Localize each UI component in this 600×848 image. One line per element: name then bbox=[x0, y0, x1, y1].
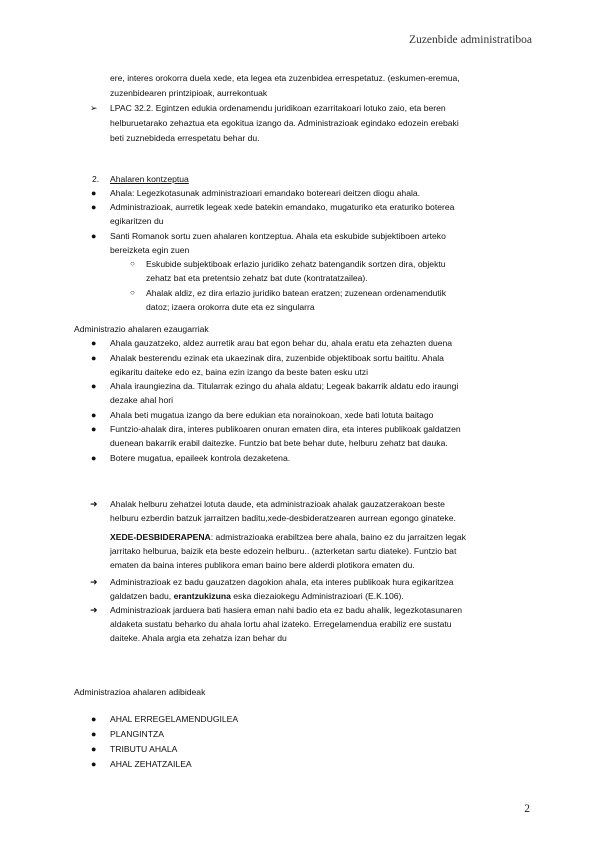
bullet-icon: ● bbox=[91, 188, 97, 198]
bullet-icon: ● bbox=[91, 759, 97, 769]
sub-list-item-continued: datoz; izaera orokorra dute eta ez singularra bbox=[146, 302, 315, 312]
bullet-icon: ● bbox=[91, 231, 97, 241]
a2-text-pre: galdatzen badu, bbox=[110, 591, 174, 601]
section-title: Ahalaren kontzeptua bbox=[110, 174, 189, 184]
circle-bullet-icon: ○ bbox=[130, 259, 135, 268]
list-item-continued: egikaritzen du bbox=[110, 216, 164, 226]
bullet-icon: ● bbox=[91, 353, 97, 363]
arrow-item: Administrazioak jarduera bati hasiera eman nahi badio eta ez badu ahalik, legezkotasunaren bbox=[110, 605, 463, 615]
list-item: Ahala gauzatzeko, aldez aurretik arau bat egon behar du, ahala eratu eta zehazten duena bbox=[110, 338, 453, 348]
list-item-continued: dezake ahal hori bbox=[110, 395, 174, 405]
sub-list-item: Ahalak aldiz, ez dira erlazio juridiko batean eratzen; zuzenean ordenamendutik bbox=[146, 288, 447, 298]
bullet-icon: ● bbox=[91, 202, 97, 212]
bullet-icon: ● bbox=[91, 729, 97, 739]
bullet-icon: ● bbox=[91, 744, 97, 754]
lpac-line: helburuetarako zehaztua eta egokitua izango da. Administrazioak egindako edozein erebaki bbox=[110, 118, 459, 128]
bullet-icon: ● bbox=[91, 714, 97, 724]
arrow-item: Ahalak helburu zehatzei lotuta daude, eta administrazioak ahalak gauzatzerakoan beste bbox=[110, 499, 445, 509]
lpac-line: LPAC 32.2. Egintzen edukia ordenamendu juridikoan ezarritakoari lotuko zaio, eta beren bbox=[110, 103, 446, 113]
list-item: Ahala: Legezkotasunak administrazioari emandako botereari deitzen diogu ahala. bbox=[110, 188, 421, 198]
list-item: Ahala beti mugatua izango da bere edukian eta norainokoan, xede bati lotuta baitago bbox=[110, 410, 434, 420]
xede-paragraph-line: ematen da baina interes publikora eman baino bere alderdi plotikora ematen du. bbox=[110, 560, 415, 570]
intro-line: ere, interes orokorra duela xede, eta legea eta zuzenbidea errespetatuz. (eskumen-eremua, bbox=[110, 73, 460, 83]
intro-line: zuzenbidearen printzipioak, aurrekontuak bbox=[110, 88, 268, 98]
bullet-icon: ● bbox=[91, 453, 97, 463]
arrow-item-continued: helburu ezberdin batzuk jarraitzen baditu,xede-desbideratzearen aurrean egongo ginateke. bbox=[110, 513, 456, 523]
arrow-item-continued bbox=[110, 589, 404, 603]
list-item: Botere mugatua, epaileek kontrola dezaketena. bbox=[110, 453, 291, 463]
arrow-item-continued: daiteke. Ahala argia eta zehatza izan behar du bbox=[110, 633, 287, 643]
xede-paragraph-line bbox=[110, 530, 466, 544]
xede-label: XEDE-DESBIDERAPENA bbox=[110, 532, 211, 542]
sub-list-item: Eskubide subjektiboak erlazio juridiko zehatz batengandik sortzen dira, objektu bbox=[146, 259, 446, 269]
arrow-right-icon: ➜ bbox=[90, 499, 98, 509]
arrow-right-icon: ➜ bbox=[90, 577, 98, 587]
arrow-item: Administrazioak ez badu gauzatzen dagokion ahala, eta interes publikoak hura egikaritzea bbox=[110, 577, 454, 587]
running-header: Zuzenbide administratiboa bbox=[409, 34, 532, 46]
list-item: Ahalak besterendu ezinak eta ukaezinak dira, zuzenbide objektiboak sortu baititu. Ahala bbox=[110, 353, 444, 363]
arrow-item-continued: aldaketa sustatu beharko du ahala lortu ahal izateko. Erregelamendua erabiliz ere sustatu bbox=[110, 619, 452, 629]
list-item: TRIBUTU AHALA bbox=[110, 744, 178, 754]
bullet-icon: ● bbox=[91, 381, 97, 391]
list-item: Funtzio-ahalak dira, interes publikoaren onuran ematen dira, eta interes publikoak galdatzen bbox=[110, 424, 461, 434]
list-item-continued: egikaritu daiteke edo ez, baina ezin izango da beste baten esku utzi bbox=[110, 367, 368, 377]
list-item: PLANGINTZA bbox=[110, 729, 164, 739]
xede-paragraph-line: jarritako helburua, baizik eta beste edozein helburu.. (azterketan sartu diateke). Funtzio bat bbox=[110, 546, 457, 556]
sub-list-item-continued: zehatz bat eta pretentsio zehatz bat dute (kontratatzailea). bbox=[146, 273, 368, 283]
list-item: Santi Romanok sortu zuen ahalaren kontzeptua. Ahala eta eskubide subjektiboen arteko bbox=[110, 231, 446, 241]
page-number: 2 bbox=[524, 803, 530, 815]
bullet-icon: ● bbox=[91, 424, 97, 434]
list-item: AHAL ZEHATZAILEA bbox=[110, 759, 192, 769]
bullet-icon: ● bbox=[91, 338, 97, 348]
a2-text-post: eska diezaiokegu Administrazioari (E.K.106). bbox=[230, 591, 404, 601]
circle-bullet-icon: ○ bbox=[130, 288, 135, 297]
arrow-bullet-icon: ➢ bbox=[90, 103, 98, 113]
list-item: AHAL ERREGELAMENDUGILEA bbox=[110, 714, 239, 724]
list-item-continued: bereizketa egin zuen bbox=[110, 245, 190, 255]
section-heading: Administrazioa ahalaren adibideak bbox=[74, 687, 206, 697]
a2-text-bold: erantzukizuna bbox=[173, 591, 231, 601]
list-item: Ahala iraungiezina da. Titularrak ezingo du ahala aldatu; Legeak bakarrik aldatu edo iraungi bbox=[110, 381, 459, 391]
xede-text: : admistrazioaka erabiltzea bere ahala, baino ez du jarraitzen legak bbox=[210, 532, 466, 542]
bullet-icon: ● bbox=[91, 410, 97, 420]
lpac-line: beti zuznebideda errespetatu behar du. bbox=[110, 133, 260, 143]
section-number: 2. bbox=[92, 174, 100, 184]
section-heading: Administrazio ahalaren ezaugarriak bbox=[74, 324, 209, 334]
list-item-continued: duenean bakarrik erabil daitezke. Funtzio bat bete behar dute, helburu zehatz bat dauka. bbox=[110, 438, 448, 448]
arrow-right-icon: ➜ bbox=[90, 605, 98, 615]
list-item: Administrazioak, aurretik legeak xede batekin emandako, mugaturiko eta eraturiko boterea bbox=[110, 202, 455, 212]
